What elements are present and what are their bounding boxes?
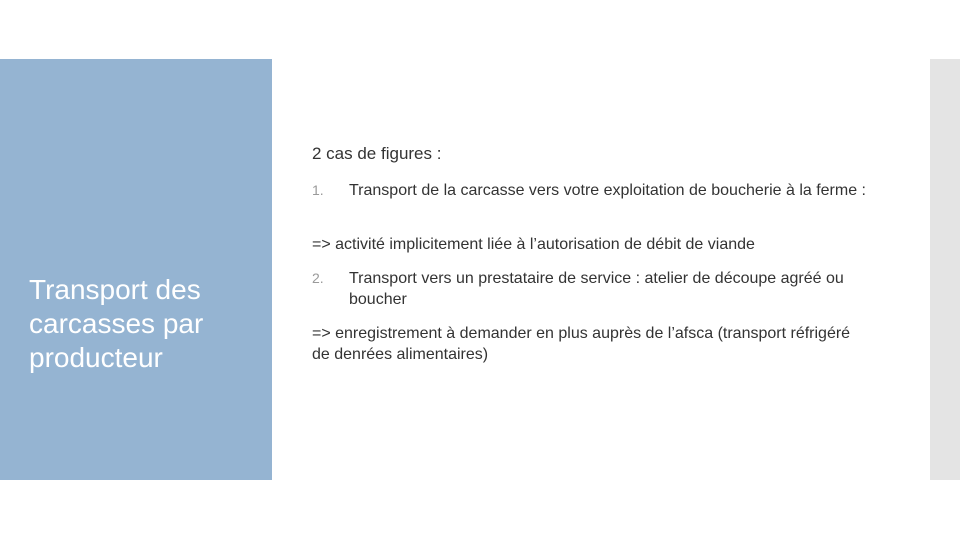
note-text: => enregistrement à demander en plus auprès de l’afsca (transport réfrigéré de denrées alimentaires) bbox=[312, 325, 851, 363]
slide-title: Transport des carcasses par producteur bbox=[29, 274, 204, 373]
title-panel bbox=[0, 59, 272, 480]
side-accent-strip bbox=[930, 59, 960, 480]
note-text: => activité implicitement liée à l’autorisation de débit de viande bbox=[312, 236, 755, 253]
list-item-number: 1. bbox=[312, 182, 324, 198]
content-heading: 2 cas de figures : bbox=[312, 144, 442, 163]
list-item-text: Transport de la carcasse vers votre exploitation de boucherie à la ferme : bbox=[349, 182, 866, 199]
list-item-text: Transport vers un prestataire de service : atelier de découpe agréé ou boucher bbox=[349, 270, 844, 308]
list-item-number: 2. bbox=[312, 270, 324, 286]
